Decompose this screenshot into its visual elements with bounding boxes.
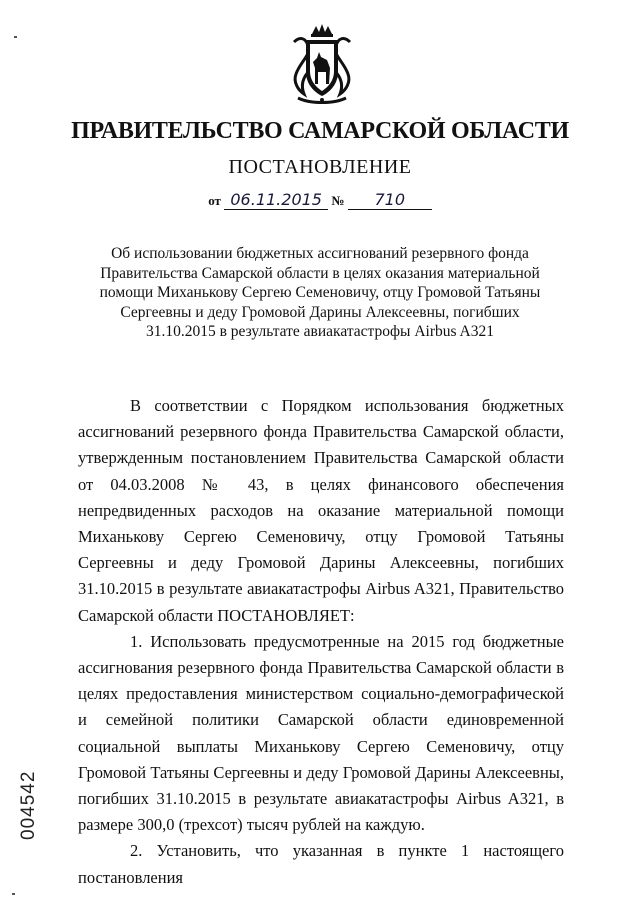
item-2-paragraph: 2. Установить, что указанная в пункте 1 настоящего постановления — [78, 841, 564, 887]
archive-number: 004542 — [18, 770, 39, 840]
document-subject: Об использовании бюджетных ассигнований резервного фонда Правительства Самарской области в целях оказания материальной помощи Миханькову Сергею Семеновичу, отцу Громовой Татьяны Сергеевны и деду Громовой Дарины Алексеевны, погибших 31.10.2015 в результате авиакатастрофы Airbus A321 — [99, 245, 541, 340]
item-1-paragraph: 1. Использовать предусмотренные на 2015 год бюджетные ассигнования резервного фонда Правительства Самарской области в целях предоставления министерством социально-демографической и семейной политики Самарской области единовременной социальной выплаты Миханькову Сергею Семеновичу, отцу Громовой Татьяны Сергеевны и деду Громовой Дарины Алексеевны, погибших 31.10.2015 в результате авиакатастрофы Airbus A321, в размере 300,0 (трехсот) тысяч рублей на каждую. — [78, 631, 564, 835]
document-date: 06.11.2015 — [224, 190, 328, 210]
document-number: 710 — [348, 190, 432, 210]
date-prefix: от — [208, 193, 221, 208]
registration-line — [0, 190, 640, 210]
document-type: ПОСТАНОВЛЕНИЕ — [228, 156, 412, 178]
preamble-paragraph: В соответствии с Порядком использования бюджетных ассигнований резервного фонда Правительства Самарской области, утвержденным постановлением Правительства Самарской области от 04.03.2008 № 43, в целях финансового обеспечения непредвиденных расходов на оказание материальной помощи Миханькову Сергею Семеновичу, отцу Громовой Татьяны Сергеевны и деду Громовой Дарины Алексеевны, погибших 31.10.2015 в результате авиакатастрофы Airbus A321, Правительство Самарской области ПОСТАНОВЛЯЕТ: — [78, 396, 564, 625]
document-body — [78, 393, 564, 891]
government-title: ПРАВИТЕЛЬСТВО САМАРСКОЙ ОБЛАСТИ — [71, 118, 569, 144]
scan-speck — [14, 36, 17, 38]
scan-speck — [12, 893, 15, 895]
coat-of-arms-icon — [290, 24, 354, 104]
number-prefix: № — [331, 193, 345, 208]
